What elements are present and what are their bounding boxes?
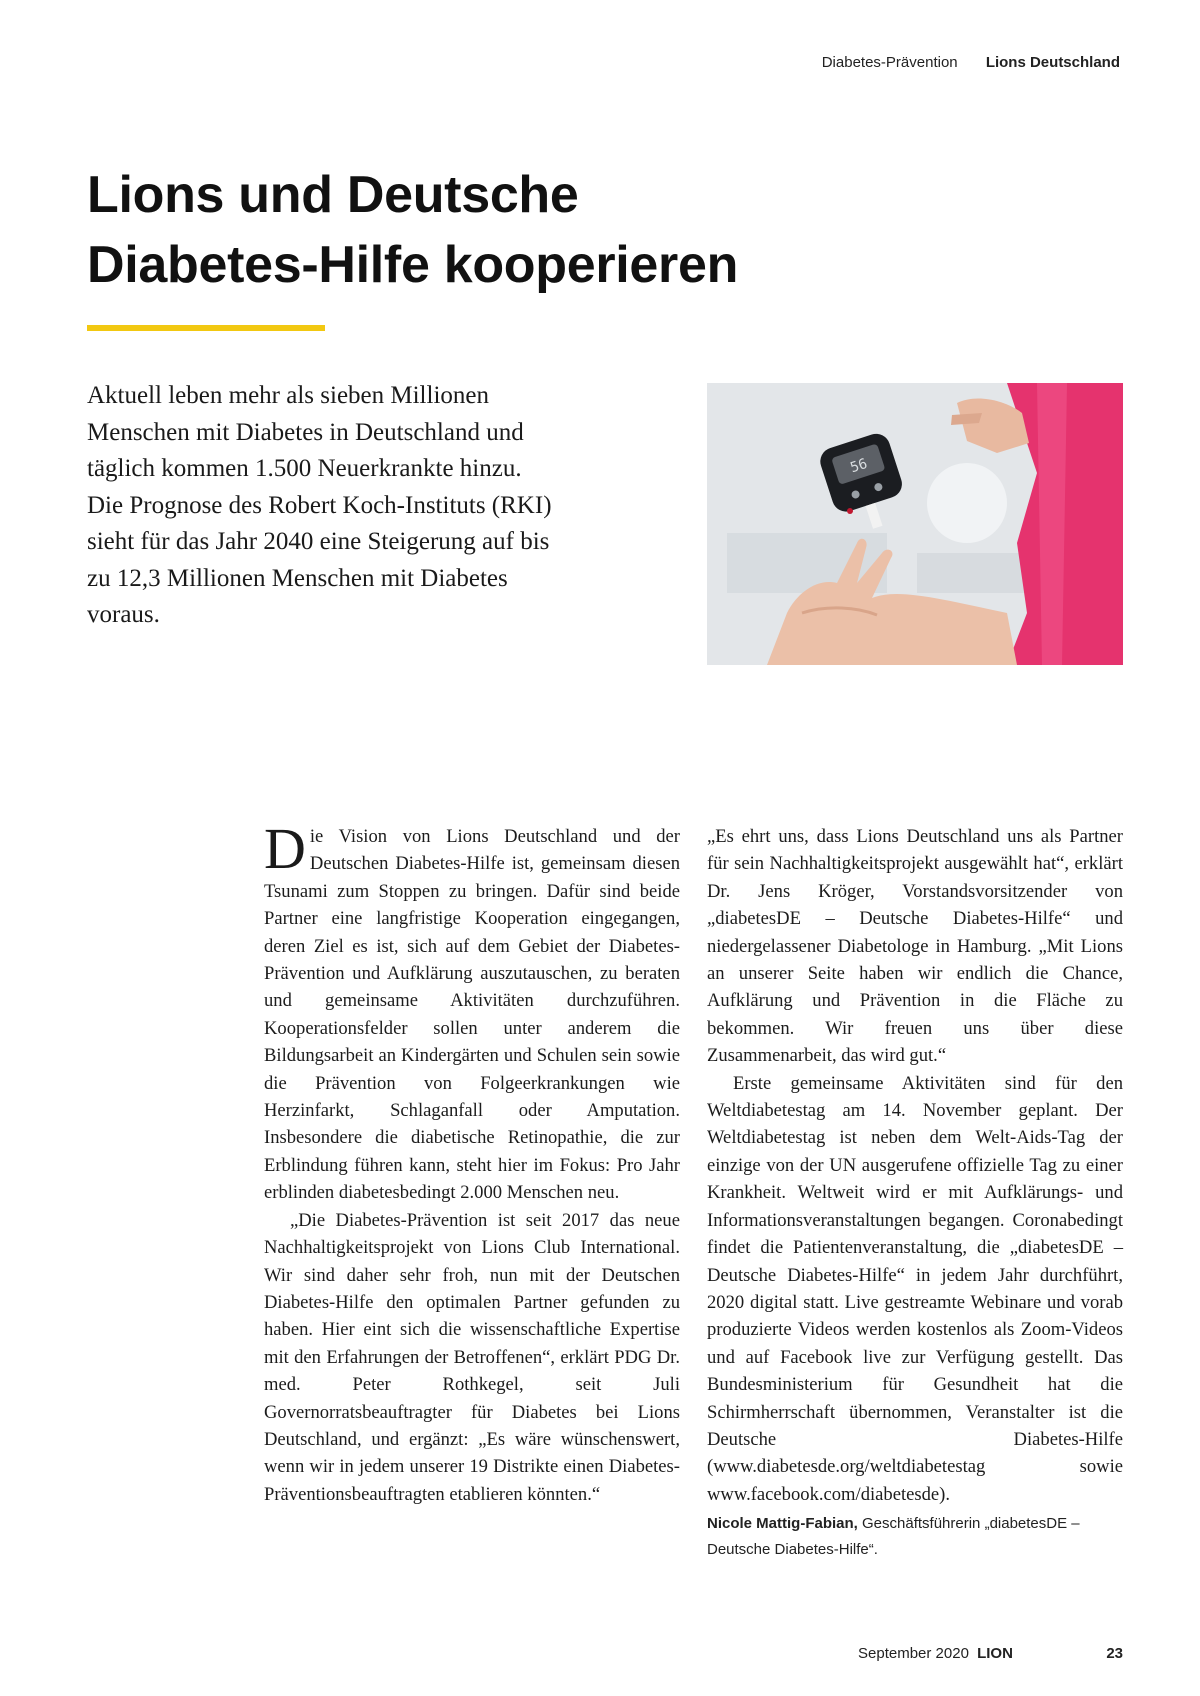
photo-illustration — [707, 383, 1123, 665]
lead-text-1: Aktuell leben mehr als sieben Millionen Menschen mit Diabetes in Deutschland und täglich kommen 1.500 Neuerkrankte hinzu. — [87, 382, 524, 482]
author-role: Geschäftsführerin „diabetesDE – Deutsche Diabetes-Hilfe“. — [707, 1515, 1080, 1558]
drop-cap: D — [264, 816, 306, 881]
article-column-right — [707, 823, 1123, 1508]
footer-month: September 2020 — [858, 1645, 969, 1662]
title-accent-rule — [87, 325, 325, 331]
page-number: 23 — [1106, 1645, 1123, 1662]
lead-text-2: Die Prognose des Robert Koch-Instituts (RKI) sieht für das Jahr 2040 eine Steigerung auf bis zu 12,3 Millionen Menschen mit Diabetes voraus. — [87, 491, 552, 628]
author-name: Nicole Mattig-Fabian, — [707, 1515, 858, 1532]
lead-paragraph — [87, 378, 567, 634]
left-paragraph-2: „Die Diabetes-Prävention ist seit 2017 das neue Nachhaltigkeitsprojekt von Lions Club International. Wir sind daher sehr froh, nun mit der Deutschen Diabetes-Hilfe den optimalen Partner gefunden zu haben. Hier eint sich die wissenschaftliche Expertise mit den Erfahrungen der Betroffenen“, erklärt PDG Dr. med. Peter Rothkegel, seit Juli Governorratsbeauftragter für Diabetes bei Lions Deutschland, und ergänzt: „Es wäre wünschenswert, wenn wir in jedem unserer 19 Distrikte einen Diabetes-Präventionsbeauftragten etablieren könnten.“ — [264, 1209, 680, 1505]
header-brand: Lions Deutschland — [985, 54, 1120, 71]
article-title — [87, 160, 887, 300]
glucose-meter-photo — [707, 383, 1123, 665]
author-byline — [707, 1511, 1127, 1563]
title-line-1: Lions und Deutsche — [87, 166, 579, 224]
article-column-left — [264, 816, 680, 1508]
meter-display: 56 — [848, 455, 870, 477]
running-header — [822, 54, 1120, 71]
left-paragraph-1 — [264, 816, 680, 1207]
title-line-2: Diabetes-Hilfe kooperieren — [87, 236, 739, 294]
page-footer — [858, 1645, 1123, 1662]
header-section: Diabetes-Prävention — [821, 54, 958, 71]
right-paragraph-2: Erste gemeinsame Aktivitäten sind für den Weltdiabetestag am 14. November geplant. Der Weltdiabetestag ist neben dem Welt-Aids-Tag der einzige von der UN ausgerufene offizielle Tag zu einer Krankheit. Weltweit wird er mit Aufklärungs- und Informationsveranstaltungen begangen. Coronabedingt findet die Patientenveranstaltung, die „diabetesDE – Deutsche Diabetes-Hilfe“ in jedem Jahr durchführt, 2020 digital statt. Live gestreamte Webinare und vorab produzierte Videos werden kostenlos als Zoom-Videos und auf Facebook live zur Verfügung gestellt. Das Bundesministerium für Gesundheit hat die Schirmherrschaft übernommen, Veranstalter ist die Deutsche Diabetes-Hilfe (www.diabetesde.org/weltdiabetestag sowie www.facebook.com/diabetesde). — [707, 1072, 1123, 1505]
footer-magazine: LION — [977, 1645, 1013, 1662]
right-paragraph-1: „Es ehrt uns, dass Lions Deutschland uns als Partner für sein Nachhaltigkeitsprojekt ausgewählt hat“, erklärt Dr. Jens Kröger, Vorstandsvorsitzender von „diabetesDE – Deutsche Diabetes-Hilfe“ und niedergelassener Diabetologe in Hamburg. „Mit Lions an unserer Seite haben wir endlich die Chance, Aufklärung und Prävention in die Fläche zu bekommen. Wir freuen uns über diese Zusammenarbeit, das wird gut.“ — [707, 826, 1123, 1067]
left-paragraph-1-text: ie Vision von Lions Deutschland und der Deutschen Diabetes-Hilfe ist, gemeinsam diesen Tsunami zum Stoppen zu bringen. Dafür sind beide Partner eine langfristige Kooperation eingegangen, deren Ziel es ist, sich auf dem Gebiet der Diabetes-Prävention und Aufklärung auszutauschen, zu beraten und gemeinsame Aktivitäten durchzuführen. Kooperationsfelder sollen unter anderem die Bildungsarbeit an Kindergärten und Schulen sein sowie die Prävention von Folgeerkrankungen wie Herzinfarkt, Schlaganfall oder Amputation. Insbesondere die diabetische Retinopathie, die zur Erblindung führen kann, steht hier im Fokus: Pro Jahr erblinden diabetesbedingt 2.000 Menschen neu. — [264, 826, 680, 1204]
